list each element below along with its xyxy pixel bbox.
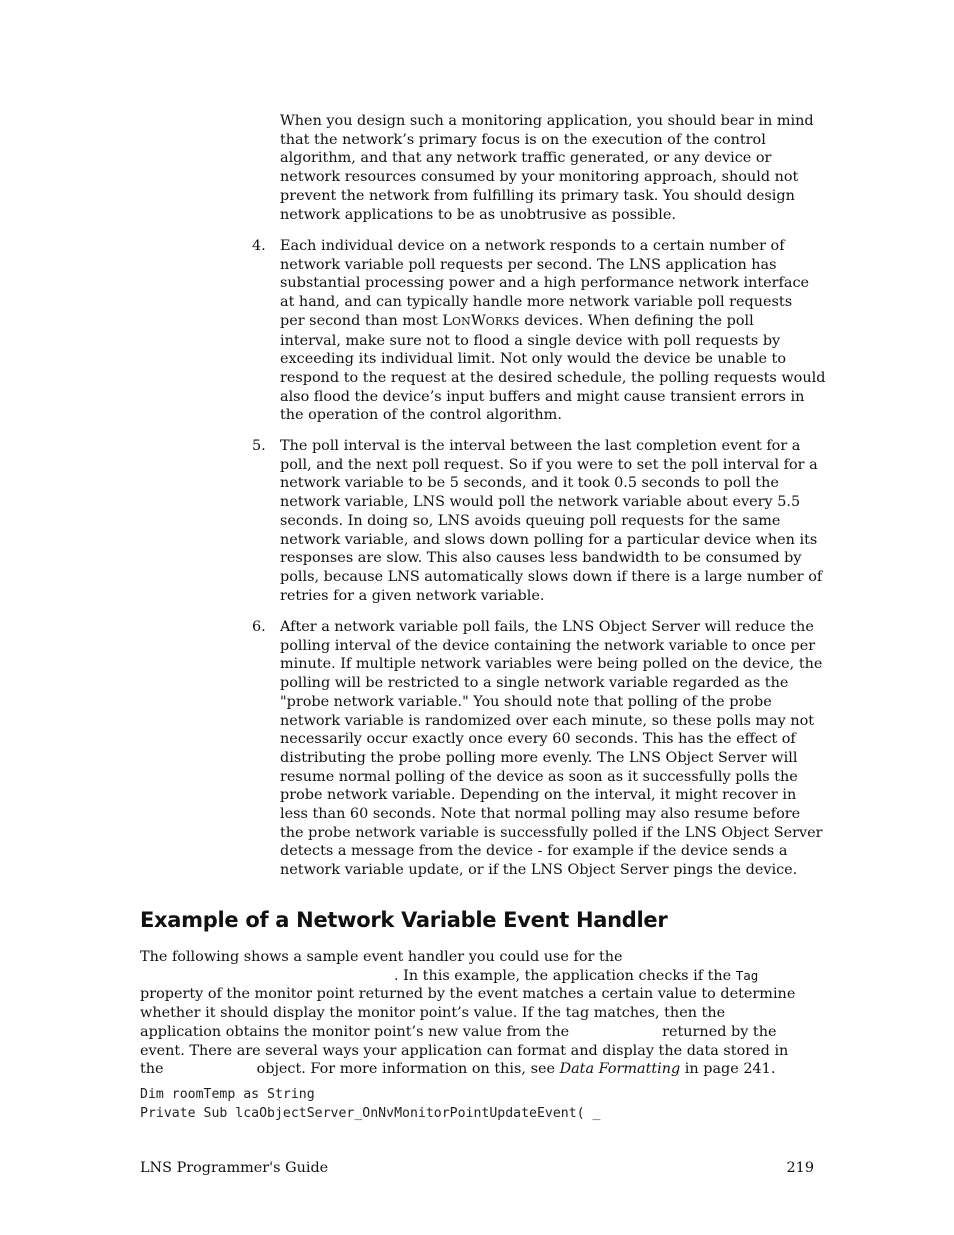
footer-page-number: 219 xyxy=(786,1160,814,1176)
text-line: event. There are several ways your application can format and display the data stored in xyxy=(140,1042,789,1059)
text-line: minute. If multiple network variables were being polled on the device, the xyxy=(280,656,823,673)
list-item-body xyxy=(280,437,823,605)
text-line: that the network’s primary focus is on the execution of the control xyxy=(280,131,766,148)
text-span: application obtains the monitor point’s new value from the xyxy=(140,1023,570,1040)
text-line: polling interval of the device containing the network variable to once per xyxy=(280,637,816,654)
text-line: exceeding its individual limit. Not only would the device be unable to xyxy=(280,351,786,368)
text-line: network applications to be as unobtrusive as possible. xyxy=(280,206,676,223)
continuation-paragraph xyxy=(280,112,820,224)
text-span: devices. When defining the poll xyxy=(519,312,754,329)
text-span: per second than most L xyxy=(280,312,452,329)
code-line: Dim roomTemp as String xyxy=(140,1087,315,1102)
text-span: the xyxy=(140,1061,164,1078)
text-line: network variable poll requests per second. The LNS application has xyxy=(280,256,777,273)
text-span: in page 241. xyxy=(680,1061,776,1078)
text-line: polling will be restricted to a single network variable regarded as the xyxy=(280,675,789,692)
text-line: property of the monitor point returned by the event matches a certain value to determine xyxy=(140,986,796,1003)
text-line: polls, because LNS automatically slows down if there is a large number of xyxy=(280,568,823,585)
list-item-body xyxy=(280,618,823,880)
text-line: algorithm, and that any network traffic generated, or any device or xyxy=(280,150,772,167)
text-line: seconds. In doing so, LNS avoids queuing poll requests for the same xyxy=(280,512,781,529)
text-line xyxy=(280,312,820,332)
footer-title: LNS Programmer's Guide xyxy=(140,1160,329,1176)
text-line: responses are slow. This also causes less bandwidth to be consumed by xyxy=(280,550,802,567)
text-line: detects a message from the device - for example if the device sends a xyxy=(280,843,788,860)
text-line xyxy=(140,967,820,986)
text-span: . In this example, the application checks if the xyxy=(394,967,736,984)
text-line: poll, and the next poll request. So if you were to set the poll interval for a xyxy=(280,456,818,473)
text-line: distributing the probe polling more evenly. The LNS Object Server will xyxy=(280,749,798,766)
text-line: network resources consumed by your monitoring approach, should not xyxy=(280,169,799,186)
text-line xyxy=(140,1060,820,1079)
text-line: network variable, LNS would poll the network variable about every 5.5 xyxy=(280,494,801,511)
text-line: respond to the request at the desired schedule, the polling requests would xyxy=(280,369,826,386)
text-line: retries for a given network variable. xyxy=(280,587,545,604)
text-span: returned by the xyxy=(662,1023,777,1040)
list-item-number: 5. xyxy=(252,438,266,454)
text-line: After a network variable poll fails, the LNS Object Server will reduce the xyxy=(280,619,814,635)
list-item-body xyxy=(280,237,826,425)
text-line: at hand, and can typically handle more network variable poll requests xyxy=(280,294,793,311)
text-line: network variable, and slows down polling for a particular device when its xyxy=(280,531,818,548)
brand-smallcaps: ON xyxy=(451,314,471,328)
text-line: probe network variable. Depending on the interval, it might recover in xyxy=(280,787,797,804)
text-line: also flood the device’s input buffers and might cause transient errors in xyxy=(280,388,805,405)
inline-code: Tag xyxy=(735,967,759,983)
text-line: "probe network variable." You should note that polling of the probe xyxy=(280,693,772,710)
code-line: Private Sub lcaObjectServer_OnNvMonitorPointUpdateEvent( _ xyxy=(140,1105,601,1121)
brand-letter: W xyxy=(471,312,486,329)
brand-smallcaps: ORKS xyxy=(485,314,520,328)
text-line: When you design such a monitoring application, you should bear in mind xyxy=(280,113,814,129)
text-line: network variable update, or if the LNS Object Server pings the device. xyxy=(280,862,798,879)
text-line: Each individual device on a network responds to a certain number of xyxy=(280,238,785,254)
code-block xyxy=(140,1086,601,1123)
text-line: The following shows a sample event handler you could use for the xyxy=(140,949,623,965)
list-item-number: 6. xyxy=(252,619,266,635)
text-line: the probe network variable is successfully polled if the LNS Object Server xyxy=(280,824,823,841)
text-line: network variable to be 5 seconds, and it took 0.5 seconds to poll the xyxy=(280,475,779,492)
section-heading: Example of a Network Variable Event Handler xyxy=(140,908,668,932)
text-line xyxy=(140,1023,820,1042)
text-line: necessarily occur exactly once every 60 seconds. This has the effect of xyxy=(280,731,796,748)
text-line: interval, make sure not to flood a single device with poll requests by xyxy=(280,332,781,349)
text-line: network variable is randomized over each minute, so these polls may not xyxy=(280,712,815,729)
cross-reference-link[interactable]: Data Formatting xyxy=(559,1061,681,1078)
list-item-number: 4. xyxy=(252,238,266,254)
text-line: less than 60 seconds. Note that normal polling may also resume before xyxy=(280,806,801,823)
text-line: substantial processing power and a high performance network interface xyxy=(280,275,810,292)
text-line: whether it should display the monitor point’s value. If the tag matches, then the xyxy=(140,1005,726,1022)
text-line: the operation of the control algorithm. xyxy=(280,407,562,424)
section-intro-paragraph xyxy=(140,948,820,1079)
text-line: prevent the network from fulfilling its primary task. You should design xyxy=(280,187,795,204)
text-line: The poll interval is the interval between the last completion event for a xyxy=(280,438,801,454)
text-line: resume normal polling of the device as soon as it successfully polls the xyxy=(280,768,798,785)
text-span: object. For more information on this, see xyxy=(256,1061,560,1078)
